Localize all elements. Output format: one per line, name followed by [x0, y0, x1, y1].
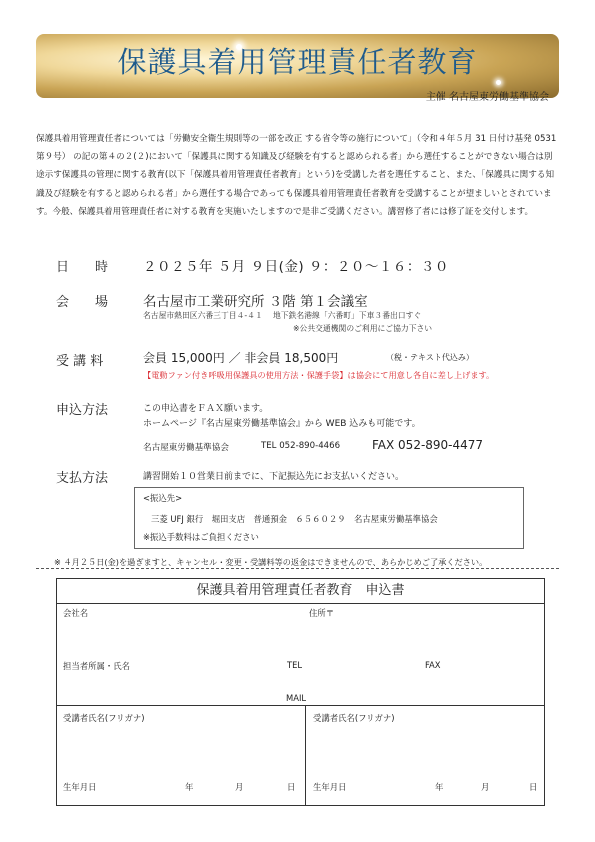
birth-year-label: 年 [435, 782, 444, 792]
venue-address: 名古屋市熱田区六番三丁目４-４１ 地下鉄名港線「六番町」下車３番出口すぐ [143, 311, 422, 320]
address-field[interactable]: 住所〒 [309, 608, 335, 618]
mail-field[interactable]: MAIL [286, 693, 307, 703]
date-label: 日 時 [56, 260, 109, 275]
fax-number: FAX 052-890-4477 [372, 438, 484, 452]
birth-day-label: 日 [529, 782, 538, 792]
attendee-name-field-2[interactable]: 受講者氏名(フリガナ) [313, 713, 395, 723]
company-field[interactable]: 会社名 [63, 608, 89, 618]
contact-person-field[interactable]: 担当者所属・氏名 [63, 661, 130, 671]
page-title: 保護具着用管理責任者教育 [117, 45, 478, 79]
apply-web-text: ホームページ『名古屋東労働基準協会』から WEB 込みも可能です。 [143, 419, 421, 429]
payment-label: 支払方法 [56, 471, 109, 486]
transfer-fee-note: ※振込手数料はご負担ください [143, 532, 259, 542]
tel-field[interactable]: TEL [287, 660, 303, 670]
birth-month-label: 月 [235, 782, 244, 792]
payment-instructions: 講習開始１０営業日前までに、下記振込先にお支払いください。 [143, 472, 405, 482]
birth-day-label: 日 [287, 782, 296, 792]
form-title: 保護具着用管理責任者教育 申込書 [57, 579, 544, 604]
tel-number: TEL 052-890-4466 [261, 441, 341, 451]
intro-paragraph: 保護具着用管理責任者については「労働安全衛生規則等の一部を改正 する省令等の施行について」（令和４年５月 31 日付け基発 0531 第９号） の記の第４の２(２)において「保護具に関する知識及び経験を有すると認められる者」から選任することができない場合は別途示す保護具の管理に関する教育(以下「保護具着用管理責任者教育」という)を受講した者を選任すること、また、「保護具に関する知識及び経験を有すると認められる者」から選任する場合であっても保護具着用管理責任者教育を受講することが望ましいとされています。今般、保護具着用管理責任者に対する教育を実施いたしますので是非ご受講ください。講習修了者には修了証を交付します。 [36, 134, 557, 217]
fee-value: 会員 15,000円 ／ 非会員 18,500円 [143, 351, 339, 365]
application-form [56, 578, 545, 806]
attendee-name-field-1[interactable]: 受講者氏名(フリガナ) [63, 713, 145, 723]
bank-info-box [134, 487, 524, 549]
bank-box-title: <振込先> [143, 493, 183, 503]
cut-line [36, 568, 559, 569]
birthdate-field-1[interactable]: 生年月日 [63, 782, 97, 792]
form-column-divider [305, 705, 306, 805]
birth-month-label: 月 [481, 782, 490, 792]
venue-label: 会 場 [56, 295, 109, 310]
cancel-note: ※ ４月２５日(金)を過ぎますと、キャンセル・変更・受講料等の返金はできませんので、あらかじめご了承ください。 [54, 557, 488, 567]
form-divider [57, 705, 544, 706]
bank-account: 三菱 UFJ 銀行 堀田支店 普通預金 ６５６０２９ 名古屋東労働基準協会 [151, 514, 438, 524]
fee-label: 受 講 料 [56, 354, 104, 369]
date-value: ２０２５年 ５月 ９日(金) ９：２０～１６：３０ [143, 259, 449, 275]
sponsor-label: 主催 名古屋東労働基準協会 [425, 92, 549, 103]
venue-value: 名古屋市工業研究所 ３階 第１会議室 [143, 294, 368, 310]
title-banner [36, 34, 559, 103]
apply-fax-text: この申込書をＦＡＸ願います。 [143, 404, 269, 414]
apply-label: 申込方法 [56, 403, 109, 418]
fee-tax-note: （税・テキスト代込み） [386, 353, 474, 362]
equipment-notice: 【電動ファン付き呼吸用保護具の使用方法・保護手袋】は協会にて用意し各自に差し上げます。 [143, 370, 495, 380]
organization-name: 名古屋東労働基準協会 [143, 443, 229, 453]
birthdate-field-2[interactable]: 生年月日 [313, 782, 347, 792]
fax-field[interactable]: FAX [425, 660, 441, 670]
venue-note: ※公共交通機関のご利用にご協力下さい [293, 324, 433, 333]
birth-year-label: 年 [185, 782, 194, 792]
